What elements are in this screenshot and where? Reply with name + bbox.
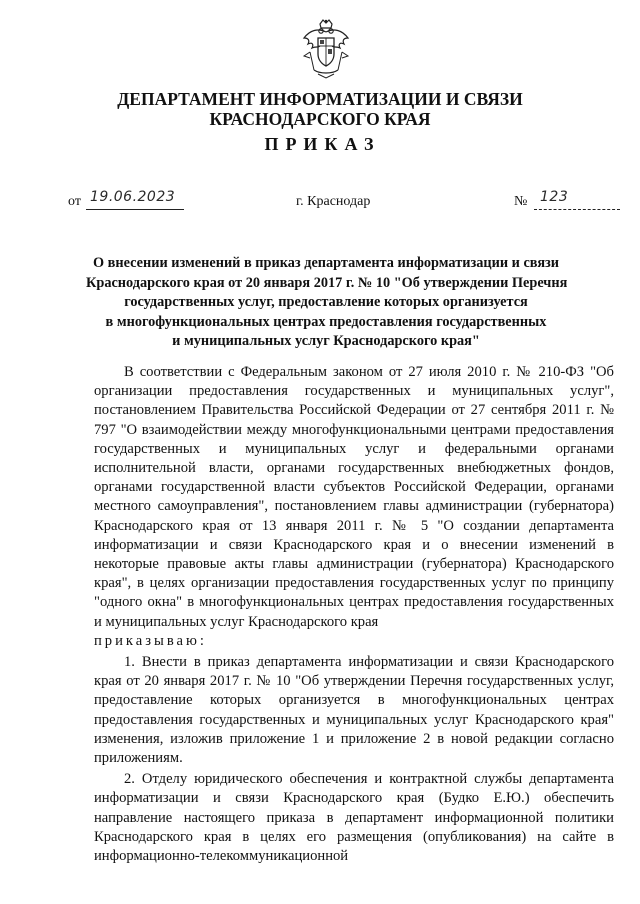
coat-of-arms-icon <box>300 18 352 80</box>
number-field <box>534 189 620 210</box>
order-item-1: 1. Внести в приказ департамента информатизации и связи Краснодарского края от 20 января 2017 г. № 10 "Об утверждении Перечня государственных услуг, предоставление которых организуется в многофункциональных центрах предоставления государственных и муниципальных услуг Краснодарского края" изменения, изложив приложение 1 и приложение 2 в новой редакции согласно приложениям. <box>94 654 614 767</box>
order-title-line: в многофункциональных центрах предоставления государственных <box>105 313 547 330</box>
department-name-line2: КРАСНОДАРСКОГО КРАЯ <box>209 109 431 129</box>
document-type: ПРИКАЗ <box>264 134 381 154</box>
order-title-line: О внесении изменений в приказ департамента информатизации и связи <box>92 255 560 271</box>
order-title-line: Краснодарского края от 20 января 2017 г. № 10 "Об утверждении Перечня <box>86 274 568 291</box>
number-value: 123 <box>540 189 569 205</box>
order-item-2: 2. Отделу юридического обеспечения и контрактной службы департамента информатизации и связи Краснодарского края (Будко Е.Ю.) обеспечить направление настоящего приказа в департамент информационной политики Краснодарского края в целях его размещения (опубликования) на сайте в информационно-телекоммуникационной <box>94 771 614 865</box>
preamble-paragraph: В соответствии с Федеральным законом от 27 июля 2010 г. № 210-ФЗ "Об организации предоставления государственных и муниципальных услуг", постановлением Правительства Российской Федерации от 27 сентября 2011 г. № 797 "О взаимодействии между многофункциональными центрами предоставления государственных и муниципальных услуг и федеральными органами исполнительной власти, органами государственных внебюджетных фондов, органами государственной власти субъектов Российской Федерации, органами местного самоуправления", постановлением главы администрации (губернатора) Краснодарского края от 13 января 2011 г. № 5 "О создании департамента информатизации и связи Краснодарского края и о внесении изменений в некоторые правовые акты главы администрации (губернатора) Краснодарского края", в целях организации предоставления государственных услуг по принципу "одного окна" в многофункциональных центрах предоставления государственных и муниципальных услуг Краснодарского края <box>94 364 614 630</box>
order-body <box>94 363 614 866</box>
department-name-line1: ДЕПАРТАМЕНТ ИНФОРМАТИЗАЦИИ И СВЯЗИ <box>117 89 523 109</box>
order-title <box>86 254 566 352</box>
order-title-line: государственных услуг, предоставление которых организуется <box>124 294 528 311</box>
date-field <box>86 189 184 210</box>
date-value: 19.06.2023 <box>90 189 176 205</box>
order-title-line: и муниципальных услуг Краснодарского края" <box>172 333 480 350</box>
city-label: г. Краснодар <box>296 194 371 209</box>
date-label: от <box>68 194 81 209</box>
number-label: № <box>514 194 528 209</box>
order-word: приказываю: <box>94 632 207 649</box>
